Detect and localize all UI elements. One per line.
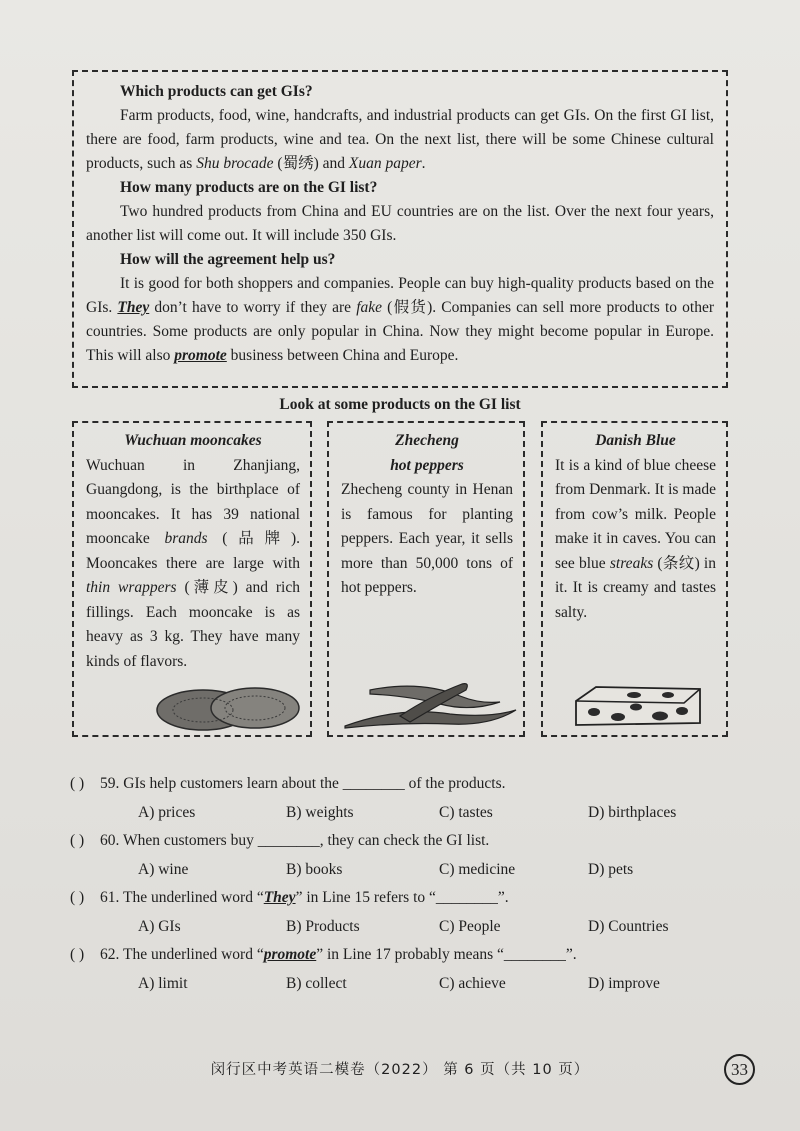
paragraph-agreement (86, 272, 714, 368)
cheese-image (574, 683, 702, 729)
option: D) Countries (588, 918, 669, 935)
word-brands: brands (164, 530, 208, 547)
options-62 (70, 969, 740, 998)
gi-list-title: Look at some products on the GI list (279, 396, 521, 413)
text: 61. The underlined word “ (100, 889, 264, 906)
option: B) books (286, 861, 343, 878)
option: C) tastes (439, 804, 493, 821)
text: (假货). Companies can sell more products to other countries. Some products are only popular in China. Now they might become popular in Europe. This will also (86, 299, 714, 364)
paragraph-which-products (86, 104, 714, 176)
options-59 (70, 798, 740, 827)
paragraph-how-many: Two hundred products from China and EU countries are on the list. Over the next four years, another list will come out. It will include 350 GIs. (86, 203, 714, 244)
peppers-image (340, 676, 520, 732)
peppers-text: Zhecheng county in Henan is famous for planting peppers. Each year, it sells more than 50,000 tons of hot peppers. (341, 481, 513, 596)
text: . (421, 155, 426, 172)
word-fake: fake (356, 299, 383, 316)
peppers-title-2: hot peppers (390, 456, 464, 474)
question-text: 59. GIs help customers learn about the ________ of the products. (100, 775, 506, 792)
word-streaks: streaks (609, 554, 654, 572)
options-61 (70, 912, 740, 941)
question-text (100, 941, 577, 969)
answer-blank[interactable]: ( ) (70, 832, 85, 849)
question-text (100, 884, 509, 912)
underlined-promote: promote (174, 347, 227, 364)
page-number-circle: 33 (724, 1054, 755, 1085)
option: B) Products (286, 918, 360, 935)
danish-blue-title: Danish Blue (595, 432, 676, 449)
option: D) improve (588, 975, 660, 992)
text: 62. The underlined word “ (100, 946, 264, 963)
text: (品牌). Mooncakes there are large with (86, 530, 301, 572)
xuan-paper: Xuan paper (348, 155, 422, 172)
text: It is good for both shoppers and companies. People can buy high-quality products based on the GIs. (86, 275, 714, 316)
option: C) achieve (439, 975, 506, 992)
heading-which-products: Which products can get GIs? (120, 83, 313, 100)
text: ” in Line 17 probably means “________”. (316, 946, 577, 963)
underlined-promote: promote (263, 946, 317, 963)
option: A) wine (138, 861, 189, 878)
underlined-they: They (263, 889, 296, 906)
options-60 (70, 855, 740, 884)
option: C) medicine (439, 861, 516, 878)
option: B) weights (286, 804, 354, 821)
peppers-title-1: Zhecheng (395, 432, 459, 449)
danish-blue-text (555, 454, 716, 626)
underlined-they: They (117, 299, 150, 316)
text: It is a kind of blue cheese from Denmark. It is made from cow’s milk. People make it in caves. You can see blue (555, 456, 716, 572)
text: (条纹) in it. It is creamy and tastes salty. (555, 554, 716, 621)
option: B) collect (286, 975, 347, 992)
text: (蜀绣) and (273, 155, 349, 172)
intro-box (72, 70, 728, 388)
option: D) birthplaces (588, 804, 677, 821)
option: D) pets (588, 861, 634, 878)
text: ” in Line 15 refers to “________”. (295, 889, 509, 906)
word-thin-wrappers: thin wrappers (86, 579, 177, 596)
question-59 (70, 770, 740, 798)
answer-blank[interactable]: ( ) (70, 889, 85, 906)
page-footer: 闵行区中考英语二模卷（2022） 第 6 页（共 10 页） (210, 1062, 590, 1078)
question-text: 60. When customers buy ________, they can check the GI list. (100, 832, 490, 849)
question-61 (70, 884, 740, 912)
shu-brocade: Shu brocade (196, 155, 274, 172)
answer-blank[interactable]: ( ) (70, 775, 85, 792)
option: A) GIs (138, 918, 181, 935)
text: don’t have to worry if they are (149, 299, 357, 316)
mooncakes-title: Wuchuan mooncakes (124, 432, 262, 449)
option: A) prices (138, 804, 196, 821)
option: C) People (439, 918, 501, 935)
question-60 (70, 827, 740, 855)
text: business between China and Europe. (226, 347, 459, 364)
mooncakes-image (155, 686, 301, 732)
heading-agreement: How will the agreement help us? (120, 251, 336, 268)
mooncakes-text (86, 454, 300, 675)
text: Farm products, food, wine, handcrafts, and industrial products can get GIs. On the first GI list, there are food, farm products, wine and tea. On the next list, there will be some Chinese cultural products, such as (86, 107, 714, 172)
text: Wuchuan in Zhanjiang, Guangdong, is the birthplace of mooncakes. It has 39 national mooncake (86, 456, 300, 547)
heading-how-many: How many products are on the GI list? (120, 179, 378, 196)
text: (薄皮) and rich fillings. Each mooncake is as heavy as 3 kg. They have many kinds of flavors. (86, 579, 300, 670)
questions (70, 770, 740, 998)
option: A) limit (138, 975, 188, 992)
question-62 (70, 941, 740, 969)
answer-blank[interactable]: ( ) (70, 946, 85, 963)
